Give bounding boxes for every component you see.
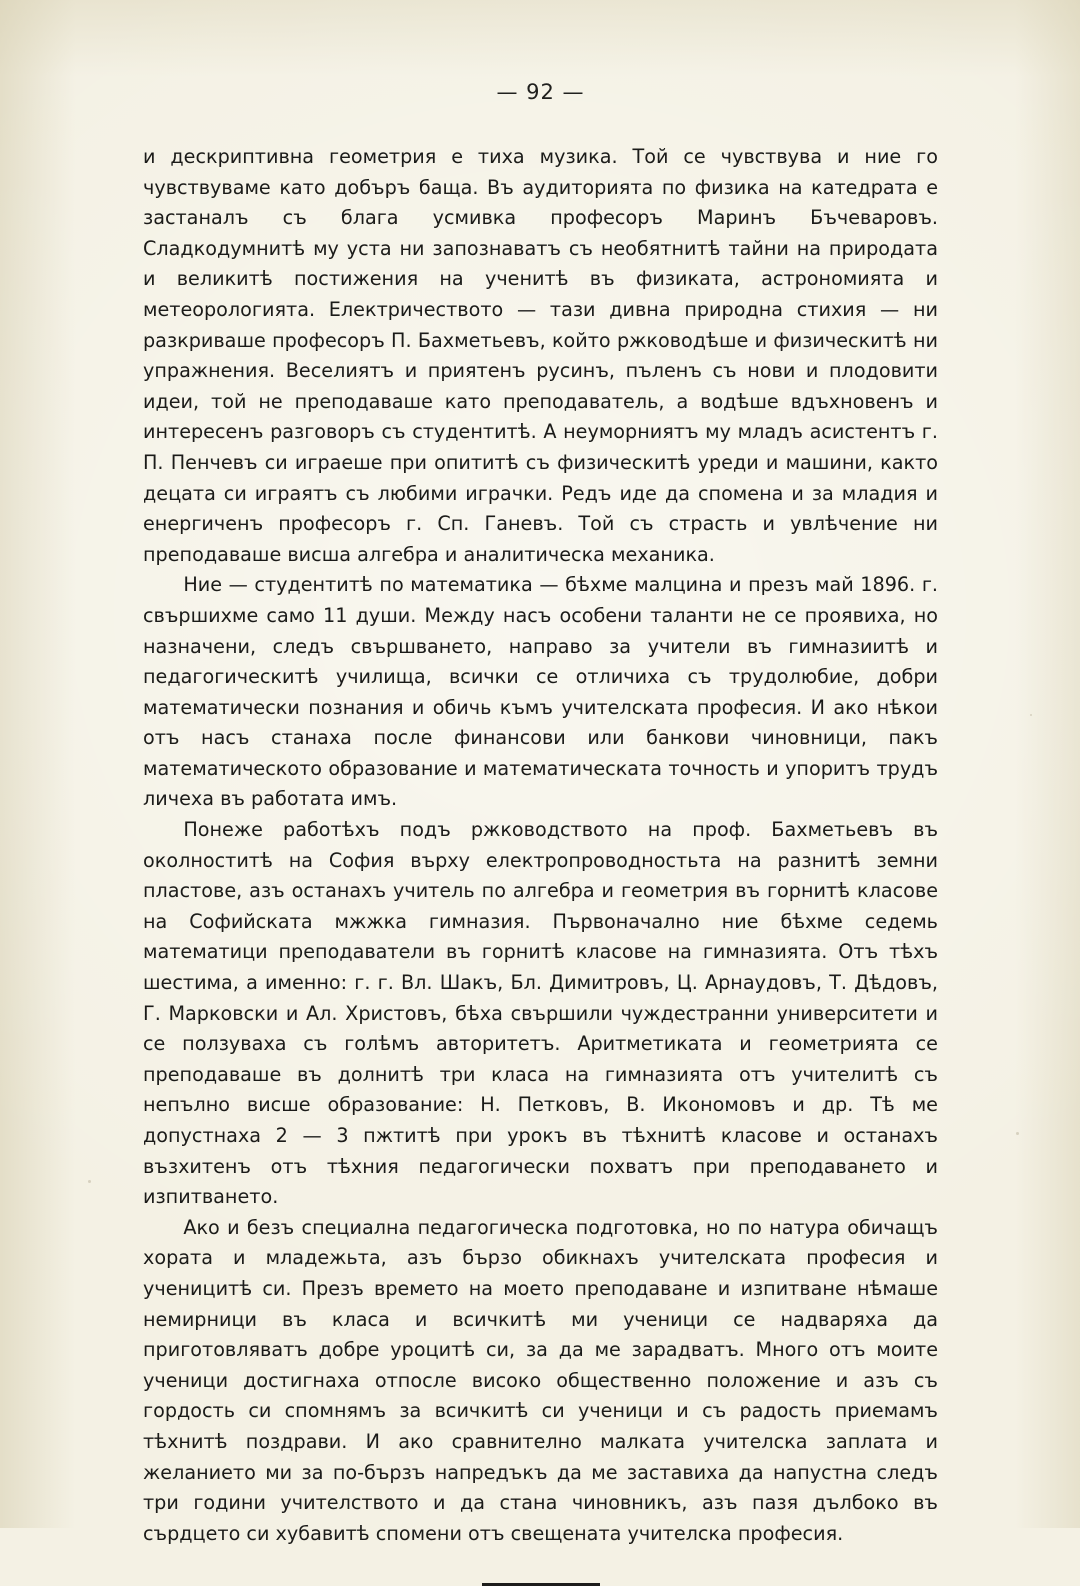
- paragraph: и дескриптивна геометрия е тиха музика. Той се чувствува и ние го чувствуваме като добъръ баща. Въ аудиторията по физика на катедрата е застаналъ съ блага усмивка професоръ Маринъ Бъчеваровъ. Сладкодумнитѣ му уста ни запознаватъ съ необятнитѣ тайни на природата и великитѣ постижения на ученитѣ въ физиката, астрономията и метеорологията. Електричеството — тази дивна природна стихия — ни разкриваше професоръ П. Бахметьевъ, който ржководѣше и физическитѣ ни упражнения. Веселиятъ и приятенъ русинъ, пъленъ съ нови и плодовити идеи, той не преподаваше като преподаватель, а водѣше вдъхновенъ и интересенъ разговоръ съ студентитѣ. А неуморниятъ му младъ асистентъ г. П. Пенчевъ си играеше при опититѣ съ физическитѣ уреди и машини, както децата си играятъ съ любими играчки. Редъ иде да спомена и за младия и енергиченъ професоръ г. Сп. Ганевъ. Той съ страсть и увлѣчение ни преподаваше висша алгебра и аналитическа механика.: [143, 145, 938, 566]
- page-content: [143, 0, 938, 1586]
- scan-speck: [1016, 1132, 1019, 1135]
- paragraph: Ако и безъ специална педагогическа подготовка, но по натура обичащъ хората и младежьта, азъ бързо обикнахъ учителската професия и ученицитѣ си. Презъ времето на моето преподаване и изпитване нѣмаше немирници въ класа и всичкитѣ ми ученици се надваряха да приготовляватъ добре уроцитѣ си, за да ме зарадватъ. Много отъ моите ученици достигнаха отпосле високо общественно положение и азъ съ гордость си спомнямъ за всичкитѣ си ученици и съ радость приемамъ тѣхнитѣ поздрави. И ако сравнително малката учителска заплата и желанието ми за по-бързъ напредъкъ да ме заставиха да напустна следъ три години учителството и да стана чиновникъ, азъ пазя дълбоко въ сърдцето си хубавитѣ спомени отъ свещената учителска професия.: [143, 1215, 938, 1545]
- page-number: — 92 —: [496, 80, 585, 104]
- scan-speck: [1030, 714, 1032, 716]
- body-text: [143, 142, 938, 1549]
- paragraph: Понеже работѣхъ подъ ржководството на проф. Бахметьевъ въ околноститѣ на София върху електропроводностьта на разнитѣ земни пластове, азъ останахъ учитель по алгебра и геометрия въ горнитѣ класове на Софийската мжжка гимназия. Първоначално ние бѣхме седемь математици преподаватели въ горнитѣ класове на гимназията. Отъ тѣхъ шестима, а именно: г. г. Вл. Шакъ, Бл. Димитровъ, Ц. Арнаудовъ, Т. Дѣдовъ, Г. Марковски и Ал. Христовъ, бѣха свършили чуждестранни университети и се ползуваха съ голѣмъ авторитетъ. Аритметиката и геометрията се преподаваше въ долнитѣ три класа на гимназията отъ учителитѣ съ непълно висше образование: Н. Петковъ, В. Икономовъ и др. Тѣ ме допустнаха 2 — 3 пжтитѣ при урокъ въ тѣхнитѣ класове и останахъ възхитенъ отъ тѣхния педагогически похватъ при преподаването и изпитването.: [143, 818, 938, 1209]
- scan-speck: [88, 1180, 91, 1183]
- paragraph: Ние — студентитѣ по математика — бѣхме малцина и презъ май 1896. г. свършихме само 11 души. Между насъ особени таланти не се проявиха, но назначени, следъ свършването, направо за учители въ гимназиитѣ и педагогическитѣ училища, всички се отличиха съ трудолюбие, добри математически познания и обичь къмъ учителската професия. И ако нѣкои отъ насъ станаха после финансови или банкови чиновници, пакъ математическото образование и математическата точность и упоритъ трудъ личеха въ работата имъ.: [143, 573, 938, 811]
